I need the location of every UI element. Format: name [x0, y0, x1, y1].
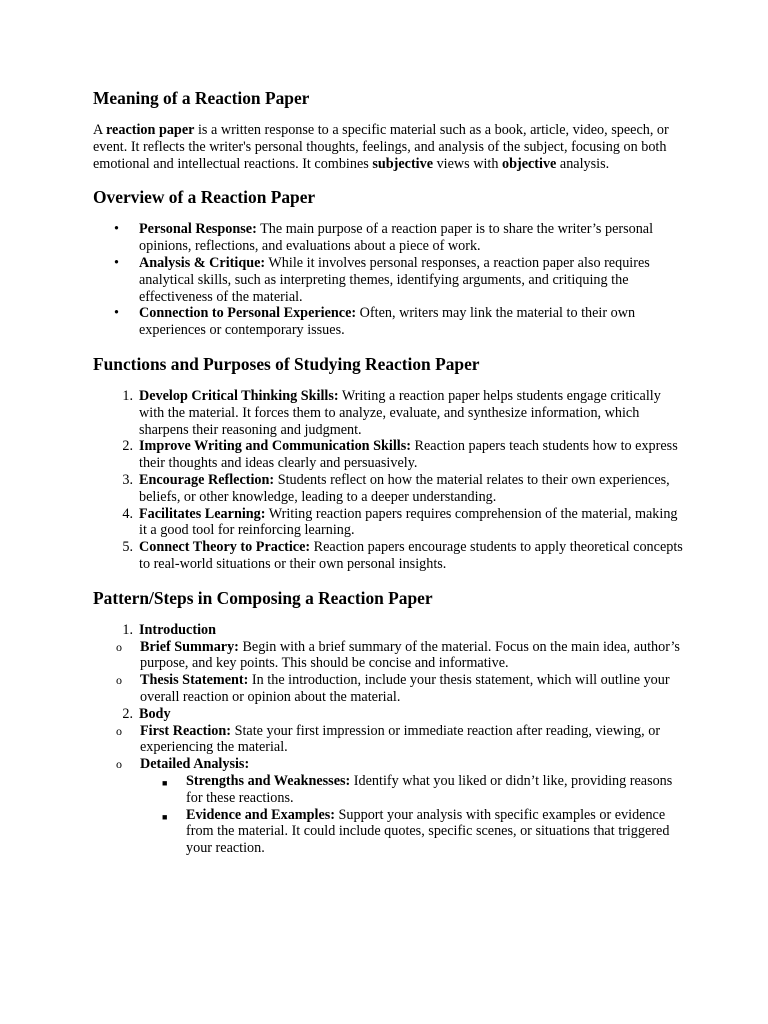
list-item	[93, 255, 683, 305]
list-item	[93, 506, 683, 540]
section-heading-meaning: Meaning of a Reaction Paper	[93, 88, 310, 108]
list-number: 1.	[122, 621, 133, 638]
item-text: Writing reaction papers requires comprehension of the material, making it a good tool for reinforcing learning.	[139, 505, 678, 539]
bold-term: Evidence and Examples:	[186, 806, 335, 823]
square-bullet-icon: ■	[162, 777, 168, 788]
bold-term: Detailed Analysis:	[140, 756, 250, 773]
list-number: 3.	[122, 471, 133, 488]
bold-term: subjective	[372, 155, 434, 172]
bold-term: Connection to Personal Experience:	[139, 305, 357, 322]
document-content	[93, 88, 683, 857]
bold-term: Connect Theory to Practice:	[139, 539, 311, 556]
overview-list	[93, 221, 683, 339]
meaning-paragraph	[93, 122, 683, 172]
bold-term: Facilitates Learning:	[139, 505, 266, 522]
step-label: Introduction	[139, 621, 216, 638]
bold-term: Thesis Statement:	[140, 672, 249, 689]
square-bullet-icon: ■	[162, 811, 168, 822]
item-text: While it involves personal responses, a reaction paper also requires analytical skills, such as interpreting themes, identifying arguments, and critiquing the effectiveness of the material.	[139, 254, 650, 305]
body-sublist	[93, 723, 683, 857]
item-text: Writing a reaction paper helps students engage critically with the material. It forces them to analyze, evaluate, and synthesize information, which sharpens their reasoning and judgment.	[139, 387, 661, 438]
introduction-sublist	[93, 639, 683, 706]
circle-bullet-icon: o	[116, 673, 122, 688]
item-text: The main purpose of a reaction paper is to share the writer’s personal opinions, reflections, and evaluations about a piece of work.	[139, 221, 654, 255]
item-text: In the introduction, include your thesis statement, which will outline your overall reaction or opinion about the material.	[140, 672, 670, 705]
sub-list-item	[93, 756, 683, 857]
list-item	[93, 221, 683, 255]
functions-list	[93, 388, 683, 573]
list-number: 5.	[122, 539, 133, 556]
list-item-introduction	[93, 622, 683, 706]
text-run: analysis.	[556, 155, 610, 172]
item-text: Identify what you liked or didn’t like, providing reasons for these reactions.	[186, 772, 673, 806]
bold-term: Improve Writing and Communication Skills:	[139, 438, 411, 455]
list-item	[93, 388, 683, 438]
step-label: Body	[139, 705, 171, 722]
item-text: Support your analysis with specific examples or evidence from the material. It could include quotes, specific scenes, or situations that triggered your reaction.	[186, 806, 670, 857]
item-text: Students reflect on how the material relates to their own experiences, beliefs, or other knowledge, leading to a deeper understanding.	[139, 471, 670, 505]
circle-bullet-icon: o	[116, 723, 122, 738]
circle-bullet-icon: o	[116, 639, 122, 654]
text-run: A	[93, 122, 107, 138]
text-run: views with	[433, 155, 502, 172]
item-text: Often, writers may link the material to their own experiences or contemporary issues.	[139, 305, 636, 339]
list-item	[93, 539, 683, 573]
bullet-icon: •	[114, 305, 119, 322]
bullet-icon: •	[114, 254, 119, 271]
bold-term: First Reaction:	[140, 722, 232, 739]
circle-bullet-icon: o	[116, 757, 122, 772]
list-number: 1.	[122, 387, 133, 404]
sub-list-item	[93, 723, 683, 757]
text-run: is a written response to a specific material such as a book, article, video, speech, or event. It reflects the writer's personal thoughts, feelings, and analysis of the subject, focusing on both emotional and intellectual reactions. It combines	[93, 122, 669, 172]
list-number: 4.	[122, 505, 133, 522]
list-item	[93, 472, 683, 506]
item-text: Reaction papers teach students how to express their thoughts and ideas clearly and persuasively.	[139, 438, 678, 472]
bold-term: Personal Response:	[139, 221, 257, 238]
item-text: State your first impression or immediate reaction after reading, viewing, or experiencing the material.	[140, 722, 661, 756]
bold-term: objective	[501, 155, 557, 172]
bold-term: Brief Summary:	[140, 638, 239, 655]
section-heading-functions: Functions and Purposes of Studying Reaction Paper	[93, 353, 480, 374]
steps-list	[93, 622, 683, 857]
section-heading-overview: Overview of a Reaction Paper	[93, 187, 316, 208]
list-item-body	[93, 706, 683, 857]
detailed-analysis-sublist	[93, 773, 683, 857]
sub-sub-list-item	[139, 773, 683, 807]
sub-sub-list-item	[139, 807, 683, 857]
list-item	[93, 305, 683, 339]
item-text: Reaction papers encourage students to apply theoretical concepts to real-world situations or their own personal insights.	[139, 539, 683, 572]
bold-term: Strengths and Weaknesses:	[186, 772, 351, 789]
item-text: Begin with a brief summary of the material. Focus on the main idea, author’s purpose, and key points. This should be concise and informative.	[140, 638, 680, 672]
section-heading-steps: Pattern/Steps in Composing a Reaction Paper	[93, 587, 433, 608]
bold-term: Analysis & Critique:	[139, 254, 266, 271]
sub-list-item	[93, 672, 683, 706]
bold-term: reaction paper	[106, 122, 195, 138]
list-item	[93, 438, 683, 472]
bold-term: Develop Critical Thinking Skills:	[139, 387, 339, 404]
sub-list-item	[93, 639, 683, 673]
bold-term: Encourage Reflection:	[139, 471, 275, 488]
bullet-icon: •	[114, 221, 119, 238]
list-number: 2.	[122, 438, 133, 455]
list-number: 2.	[122, 705, 133, 722]
